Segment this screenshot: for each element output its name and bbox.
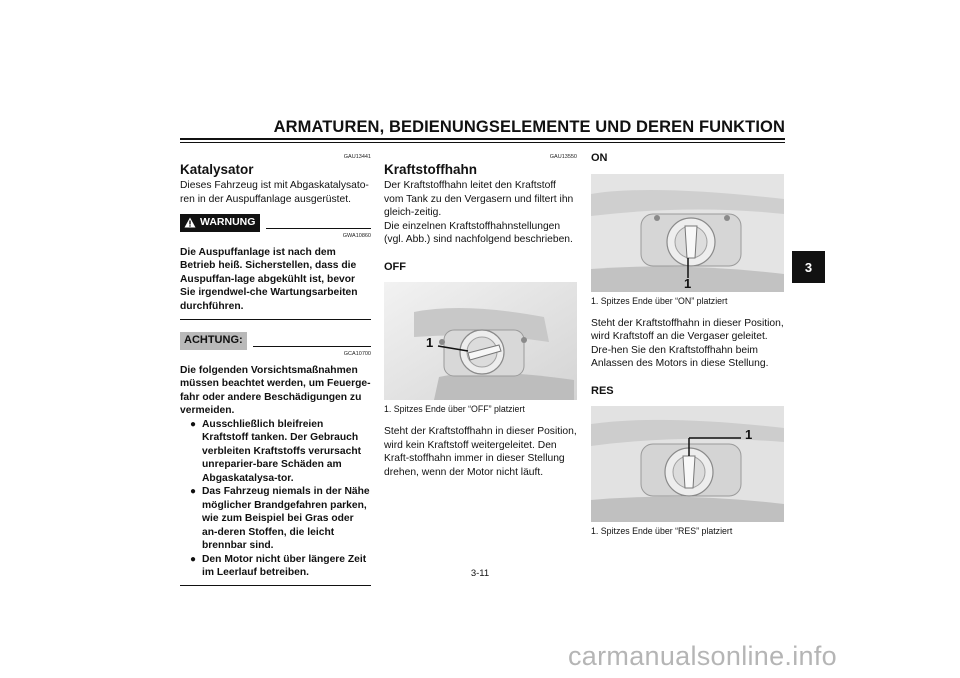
on-heading: ON xyxy=(591,152,608,164)
callout-number: 1 xyxy=(745,427,753,442)
achtung-end-rule xyxy=(180,585,371,586)
section-title-katalysator: Katalysator xyxy=(180,162,254,177)
header-rule xyxy=(180,138,785,140)
warning-text: Die Auspuffanlage ist nach dem Betrieb heiß. Sicherstellen, dass die Auspuffan-lage abgekühlt ist, bevor Sie irgendwel-che Wartungsarbeiten durchführen. xyxy=(180,246,358,312)
bullet-icon: ● xyxy=(190,486,197,497)
page-number: 3-11 xyxy=(470,568,490,579)
page-header-title: ARMATUREN, BEDIENUNGSELEMENTE UND DEREN FUNKTION xyxy=(273,118,785,136)
achtung-rule xyxy=(253,346,371,347)
warning-header xyxy=(180,214,371,232)
column-kraftstoffhahn xyxy=(384,150,577,479)
achtung-header xyxy=(180,332,371,350)
warning-triangle-icon xyxy=(184,217,196,228)
achtung-bullet-list xyxy=(180,418,371,580)
off-caption: 1. Spitzes Ende über “OFF” platziert xyxy=(384,404,525,414)
warning-rule xyxy=(266,228,371,229)
achtung-text: Die folgenden Vorsichtsmaßnahmen müssen beachtet werden, um Feuerge-fahr oder andere Beschädigungen zu vermeiden. xyxy=(180,364,371,416)
res-caption: 1. Spitzes Ende über “RES” platziert xyxy=(591,526,733,536)
on-description: Steht der Kraftstoffhahn in dieser Position, wird Kraftstoff an die Vergaser geleitet. Dre-hen Sie den Kraftstoffhahn beim Anlassen des Motors in diese Stellung. xyxy=(591,317,784,369)
on-caption: 1. Spitzes Ende über “ON” platziert xyxy=(591,295,728,306)
fuel-cock-on-illustration xyxy=(591,174,784,292)
warning-badge xyxy=(180,214,260,232)
callout-number: 1 xyxy=(684,275,692,291)
column-on-res xyxy=(591,150,784,537)
photo-fuel-cock-on xyxy=(591,174,784,292)
photo-fuel-cock-res xyxy=(591,406,784,522)
reference-code: GAU13441 xyxy=(343,154,371,160)
warning-label: WARNUNG xyxy=(200,216,256,228)
section-title-kraftstoffhahn: Kraftstoffhahn xyxy=(384,162,477,177)
achtung-code: GCA10700 xyxy=(343,350,371,357)
kraftstoffhahn-intro-2: Die einzelnen Kraftstoffhahnstellungen (vgl. Abb.) sind nachfolgend beschrieben. xyxy=(384,220,573,245)
kraftstoffhahn-intro-1: Der Kraftstoffhahn leitet den Kraftstoff vom Tank zu den Vergasern und filtert ihn gleich-zeitig. xyxy=(384,180,574,218)
chapter-tab[interactable]: 3 xyxy=(792,251,825,283)
bullet-icon: ● xyxy=(190,418,197,430)
fuel-cock-off-illustration xyxy=(384,282,577,400)
res-heading: RES xyxy=(591,384,614,397)
list-item: ● Das Fahrzeug niemals in der Nähe möglicher Brandgefahren parken, wie zum Beispiel bei Gras oder an-deren Stoffen, die leicht brennbar sind. xyxy=(190,486,370,551)
warning-code: GWA10860 xyxy=(342,232,371,239)
katalysator-intro: Dieses Fahrzeug ist mit Abgaskatalysato-ren in der Auspuffanlage ausgerüstet. xyxy=(180,180,369,205)
bullet-icon: ● xyxy=(190,553,197,565)
list-item: ● Ausschließlich bleifreien Kraftstoff tanken. Der Gebrauch verbleiten Kraftstoffs verursacht unreparier-bare Schäden am Abgaskatalysa-tor. xyxy=(190,418,362,484)
callout-number: 1 xyxy=(426,335,434,350)
off-heading: OFF xyxy=(384,260,406,273)
warning-end-rule xyxy=(180,319,371,320)
column-katalysator xyxy=(180,150,371,586)
reference-code: GAU13550 xyxy=(549,154,577,160)
fuel-cock-res-illustration xyxy=(591,406,784,522)
list-item: ● Den Motor nicht über längere Zeit im Leerlauf betreiben. xyxy=(190,553,367,578)
off-description: Steht der Kraftstoffhahn in dieser Position, wird kein Kraftstoff weitergeleitet. Den Kraft-stoffhahn immer in dieser Stellung drehen, wenn der Motor nicht läuft. xyxy=(384,426,577,478)
watermark[interactable]: carmanualsonline.info xyxy=(568,641,837,671)
achtung-badge: ACHTUNG: xyxy=(180,332,247,350)
photo-fuel-cock-off xyxy=(384,282,577,400)
header-rule-thin xyxy=(180,142,785,143)
